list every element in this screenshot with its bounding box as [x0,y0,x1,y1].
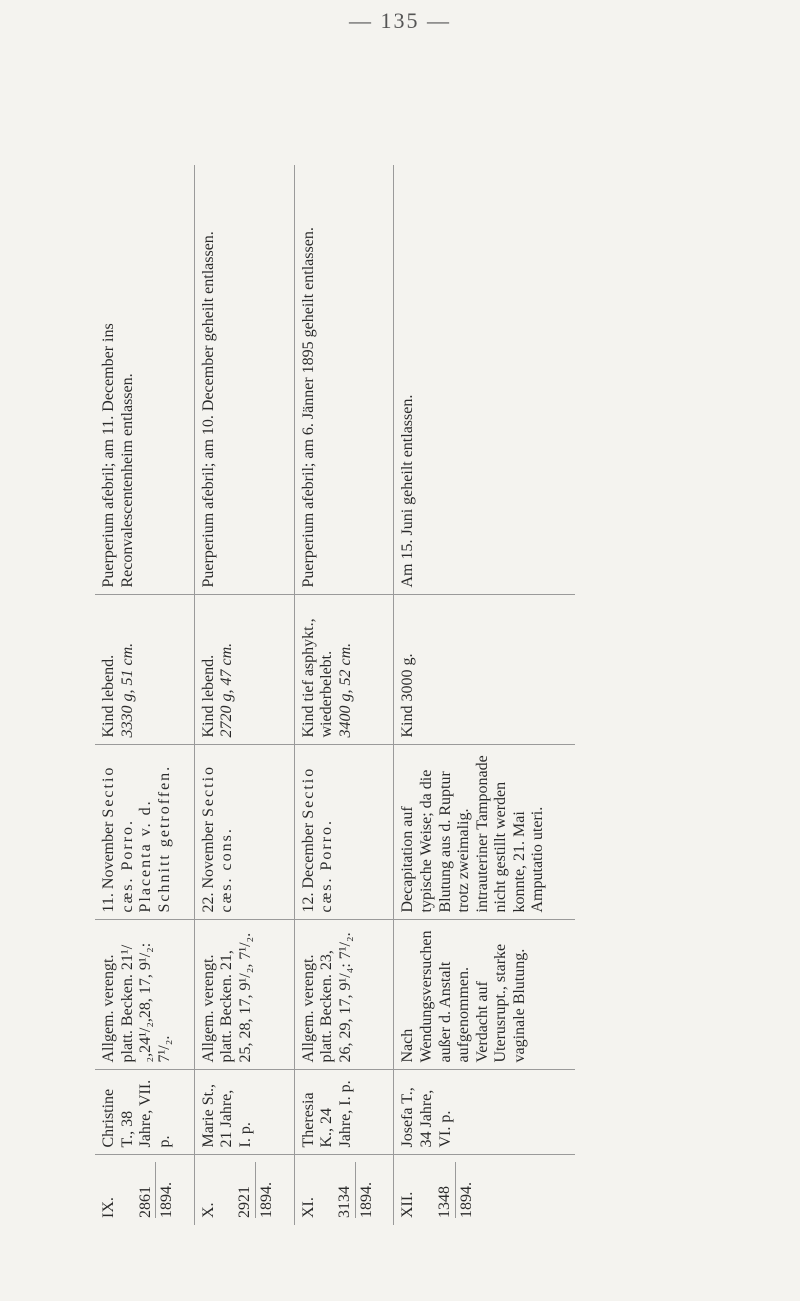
child-measure: 2720 g, 47 cm. [218,642,236,738]
case-year: 1894. [155,1163,177,1219]
pelvis-cell: Nach Wendungsversuchen außer d. Anstalt aufgenommen. Verdacht auf Uterusrupt., starke vaginale Blutung. [394,920,575,1070]
case-id-cell [394,1155,575,1225]
outcome-cell: Am 15. Juni geheilt entlassen. [394,165,575,595]
patient-cell: Marie St., 21 Jahre, I. p. [194,1070,294,1155]
operation-name: Sectio [199,764,217,817]
table-row-case-ix [95,165,194,1225]
case-file-number: 2861 [136,1186,154,1218]
table-row-case-xii [394,165,575,1225]
case-year: 1894. [255,1163,277,1219]
case-roman: XII. [399,1191,417,1218]
case-file-number: 2921 [236,1186,254,1218]
table-row-case-x [194,165,294,1225]
case-file-number: 3134 [336,1186,354,1218]
case-roman: X. [199,1202,217,1218]
outcome-cell: Puerperium afebril; am 6. Jänner 1895 geheilt entlassen. [294,165,394,595]
patient-cell: Josefa T., 34 Jahre, VI. p. [394,1070,575,1155]
child-measure: 3330 g, 51 cm. [118,642,136,738]
case-id-cell [95,1155,194,1225]
rotated-table-container [95,165,575,1225]
operation-detail: cæs. cons. [218,827,236,913]
page-number: — 135 — [349,8,451,33]
operation-name: Sectio [299,766,317,819]
case-file-number: 1348 [436,1186,454,1218]
case-records-table [95,165,575,1225]
case-year: 1894. [455,1163,477,1219]
operation-detail: cæs. Porro. [318,818,336,913]
operation-name: Sectio [100,765,117,818]
child-cell [294,595,394,745]
outcome-cell: Puerperium afebril; am 11. December ins Reconvalescentenheim entlassen. [95,165,194,595]
child-measure: 3400 g, 52 cm. [336,642,354,738]
case-id-cell [194,1155,294,1225]
patient-cell: Theresia K., 24 Jahre, I. p. [294,1070,394,1155]
child-status: Kind tief asphykt., wiederbelebt. [299,618,336,738]
outcome-cell: Puerperium afebril; am 10. December geheilt entlassen. [194,165,294,595]
case-year: 1894. [355,1163,377,1219]
case-roman: XI. [299,1197,317,1218]
operation-date: 11. November [100,821,117,913]
child-status: Kind lebend. [199,654,217,738]
operation-cell [294,745,394,920]
pelvis-cell: Allgem. verengt. platt. Becken. 21, 25, 28, 17, 9¹/₂, 7¹/₂. [194,920,294,1070]
operation-detail: cæs. Porro. Placenta v. d. Schnitt getroffen. [118,764,173,913]
child-cell [394,595,575,745]
case-id-cell [294,1155,394,1225]
child-cell [95,595,194,745]
child-cell [194,595,294,745]
table-row-case-xi [294,165,394,1225]
child-status: Kind 3000 g. [399,653,417,738]
operation-date: 12. December [299,822,317,913]
pelvis-cell: Allgem. verengt. platt. Becken. 23, 26, 29, 17, 9¹/₄: 7¹/₂. [294,920,394,1070]
child-status: Kind lebend. [100,654,117,738]
patient-cell: Christine T., 38 Jahre, VII. p. [95,1070,194,1155]
operation-date: 22. November [199,820,217,913]
pelvis-cell: Allgem. verengt. platt. Becken. 21¹/₂,24¹/₂,28, 17, 9¹/₂: 7¹/₂. [95,920,194,1070]
operation-detail: Decapitation auf typische Weise; da die Blutung aus d. Ruptur trotz zweimalig. intrauteriner Tamponade nicht gestillt werden konnte, 21. Mai Amputatio uteri. [399,755,547,913]
operation-cell [95,745,194,920]
operation-cell [194,745,294,920]
operation-cell [394,745,575,920]
case-roman: IX. [100,1197,117,1218]
